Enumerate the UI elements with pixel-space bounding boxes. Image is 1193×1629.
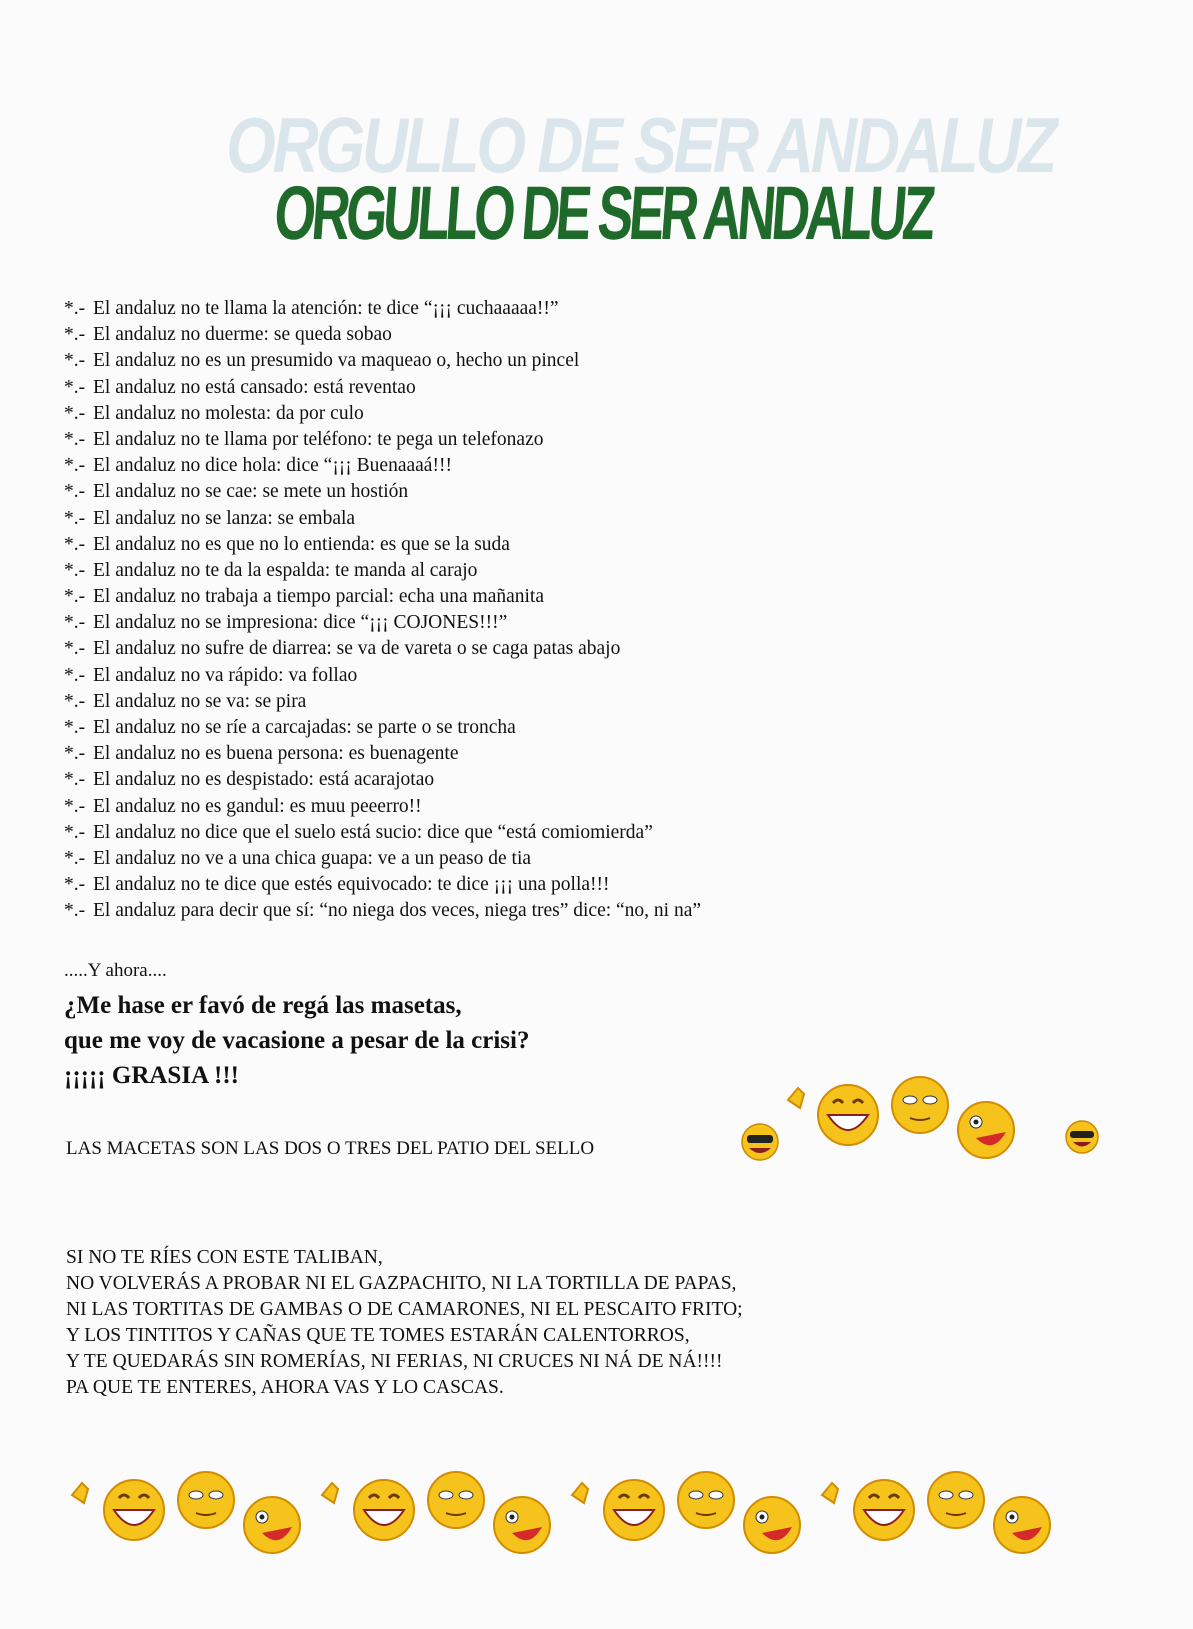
list-bullet: *.- <box>64 324 86 346</box>
list-item <box>64 636 701 662</box>
request-block <box>64 988 529 1093</box>
list-item <box>64 375 701 401</box>
smiley-border-strip <box>64 1455 1084 1565</box>
list-item <box>64 767 701 793</box>
saying-list <box>64 296 701 925</box>
list-item <box>64 322 701 348</box>
closing-block <box>66 1245 743 1401</box>
list-bullet: *.- <box>64 376 86 398</box>
list-item-text: El andaluz no molesta: da por culo <box>93 402 364 424</box>
laughing-smiley-group-icon <box>778 1060 1038 1170</box>
list-item-text: El andaluz no es buena persona: es buenagente <box>93 743 459 765</box>
list-item <box>64 506 701 532</box>
list-item-text: El andaluz no es despistado: está acarajotao <box>93 769 435 791</box>
list-bullet: *.- <box>64 795 86 817</box>
list-item <box>64 584 701 610</box>
list-item-text: El andaluz no duerme: se queda sobao <box>93 324 392 346</box>
list-item <box>64 453 701 479</box>
list-bullet: *.- <box>64 821 86 843</box>
closing-line: Y LOS TINTITOS Y CAÑAS QUE TE TOMES ESTARÁN CALENTORROS, <box>66 1325 690 1346</box>
list-item <box>64 401 701 427</box>
list-bullet: *.- <box>64 847 86 869</box>
list-item-text: El andaluz no dice hola: dice “¡¡¡ Buenaaaá!!! <box>93 455 452 477</box>
list-bullet: *.- <box>64 900 86 922</box>
closing-line: Y TE QUEDARÁS SIN ROMERÍAS, NI FERIAS, NI CRUCES NI NÁ DE NÁ!!!! <box>66 1351 723 1372</box>
list-item-text: El andaluz no se lanza: se embala <box>93 507 356 529</box>
closing-line: NI LAS TORTITAS DE GAMBAS O DE CAMARONES, NI EL PESCAITO FRITO; <box>66 1299 743 1320</box>
list-bullet: *.- <box>64 428 86 450</box>
macetas-note: LAS MACETAS SON LAS DOS O TRES DEL PATIO DEL SELLO <box>66 1138 595 1159</box>
list-item-text: El andaluz no te llama la atención: te dice “¡¡¡ cuchaaaaa!!” <box>93 298 559 319</box>
list-bullet: *.- <box>64 402 86 424</box>
list-bullet: *.- <box>64 717 86 738</box>
closing-line: PA QUE TE ENTERES, AHORA VAS Y LO CASCAS. <box>66 1377 504 1398</box>
list-item <box>64 348 701 374</box>
list-item-text: El andaluz no te dice que estés equivocado: te dice ¡¡¡ una polla!!! <box>93 874 610 896</box>
list-bullet: *.- <box>64 507 86 529</box>
list-bullet: *.- <box>64 533 86 555</box>
closing-line: SI NO TE RÍES CON ESTE TALIBAN, <box>66 1247 383 1268</box>
closing-line: NO VOLVERÁS A PROBAR NI EL GAZPACHITO, NI LA TORTILLA DE PAPAS, <box>66 1273 737 1294</box>
list-bullet: *.- <box>64 612 86 634</box>
list-item <box>64 898 701 924</box>
request-line: ¿Me hase er favó de regá las masetas, <box>64 992 462 1019</box>
list-item-text: El andaluz no se va: se pira <box>93 690 307 712</box>
list-item-text: El andaluz no trabaja a tiempo parcial: echa una mañanita <box>93 586 544 608</box>
sunglasses-smiley-icon <box>1058 1116 1106 1156</box>
list-bullet: *.- <box>64 481 86 503</box>
list-bullet: *.- <box>64 874 86 896</box>
list-item-text: El andaluz no sufre de diarrea: se va de vareta o se caga patas abajo <box>93 638 621 660</box>
list-item-text: El andaluz no se ríe a carcajadas: se parte o se troncha <box>93 717 516 738</box>
list-item <box>64 794 701 820</box>
list-bullet: *.- <box>64 350 86 372</box>
list-item <box>64 558 701 584</box>
list-item <box>64 532 701 558</box>
list-item-text: El andaluz no se cae: se mete un hostión <box>93 481 409 503</box>
list-bullet: *.- <box>64 298 86 319</box>
request-line: ¡¡¡¡¡ GRASIA !!! <box>64 1062 239 1089</box>
list-bullet: *.- <box>64 690 86 712</box>
list-item <box>64 427 701 453</box>
list-item <box>64 663 701 689</box>
list-item <box>64 479 701 505</box>
list-item-text: El andaluz no dice que el suelo está sucio: dice que “está comiomierda” <box>93 821 653 843</box>
list-item-text: El andaluz no ve a una chica guapa: ve a un peaso de tia <box>93 847 532 869</box>
list-item-text: El andaluz no te da la espalda: te manda al carajo <box>93 559 478 581</box>
list-item-text: El andaluz para decir que sí: “no niega dos veces, niega tres” dice: “no, ni na” <box>93 900 702 922</box>
request-line: que me voy de vacasione a pesar de la crisi? <box>64 1027 530 1054</box>
list-item <box>64 820 701 846</box>
list-bullet: *.- <box>64 638 86 660</box>
list-item-text: El andaluz no está cansado: está reventao <box>93 376 416 398</box>
page-title: ORGULLO DE SER ANDALUZ <box>271 171 935 256</box>
list-item <box>64 741 701 767</box>
list-bullet: *.- <box>64 769 86 791</box>
y-ahora-text: .....Y ahora.... <box>64 960 167 981</box>
list-item <box>64 689 701 715</box>
list-bullet: *.- <box>64 586 86 608</box>
list-item <box>64 715 701 741</box>
list-item <box>64 846 701 872</box>
list-bullet: *.- <box>64 664 86 686</box>
list-item-text: El andaluz no es un presumido va maqueao o, hecho un pincel <box>93 350 580 372</box>
title-shadow: ORGULLO DE SER ANDALUZ <box>226 101 1055 189</box>
list-item-text: El andaluz no se impresiona: dice “¡¡¡ COJONES!!!” <box>93 612 508 634</box>
list-item <box>64 610 701 636</box>
list-item-text: El andaluz no es gandul: es muu peeerro!! <box>93 795 422 817</box>
list-item-text: El andaluz no va rápido: va follao <box>93 664 358 686</box>
list-item <box>64 872 701 898</box>
list-bullet: *.- <box>64 743 86 765</box>
list-bullet: *.- <box>64 455 86 477</box>
list-item-text: El andaluz no es que no lo entienda: es que se la suda <box>93 533 510 555</box>
list-item-text: El andaluz no te llama por teléfono: te pega un telefonazo <box>93 428 544 450</box>
list-item <box>64 296 701 322</box>
list-bullet: *.- <box>64 559 86 581</box>
